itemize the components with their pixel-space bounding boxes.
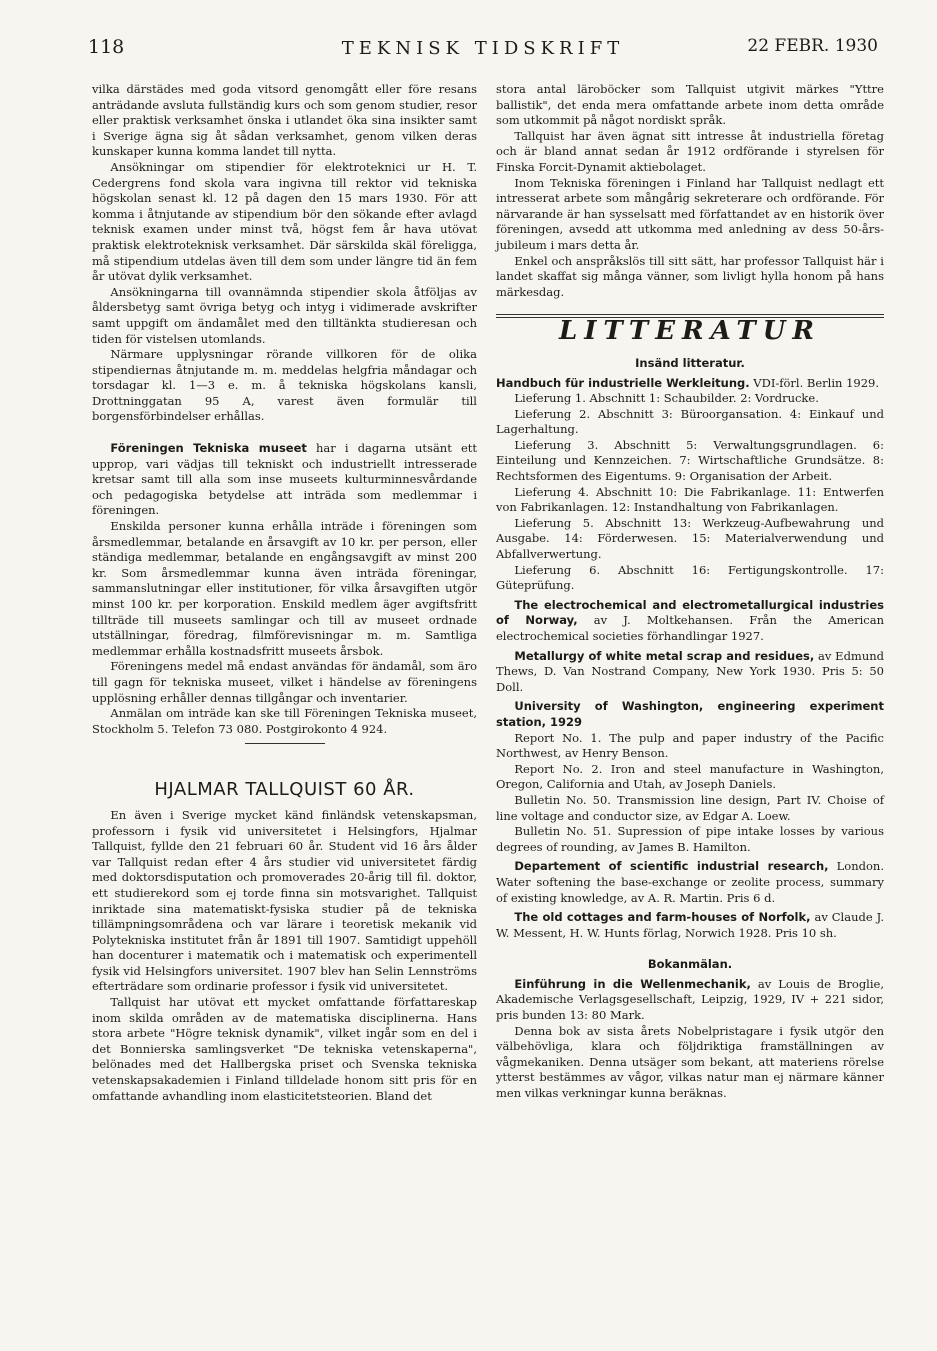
subheading: Bokanmälan. <box>647 957 733 972</box>
entry: The electrochemical and electrometallurgical industries of Norway, av J. Moltkehansen. Från the American electrochemical societies förhandlingar 1927. <box>496 597 885 643</box>
entry-sub: Lieferung 1. Abschnitt 1: Schaubilder. 2: Vordrucke. <box>514 391 819 406</box>
review-body: Denna bok av sista årets Nobelpristagare i fysik utgör den välbehövliga, klara och följdriktiga framställningen av vågmekaniken. Denna utsäger som bekant, att materiens rörelse ytterst bestämmes av vågor, vilkas natur man ej närmare känner men vilkas verkningar kunna beräknas. <box>496 1023 884 1101</box>
subheading: Insänd litteratur. <box>635 355 745 370</box>
journal-title: TEKNISK TIDSKRIFT <box>341 38 625 59</box>
paragraph: Enskilda personer kunna erhålla inträde i föreningen som årsmedlemmar, betalande en årsavgift av 10 kr. per person, eller ständiga medlemmar, betalande en engångsavgift av minst 200 kr. Som årsmedlemmar kunna även inträda föreningar, sammanslutningar eller institutioner, för vilka årsavgiften utgör minst 100 kr. per korporation. Enskild medlem äger avgiftsfritt tillträde till museets samlingar och till av museet ordnade utställningar, föredrag, filmförevisningar m. m. Samtliga medlemmar erhålla kostnadsfritt museets årsbok. <box>92 519 477 658</box>
entry: Departement of scientific industrial research, London. Water softening the base-exchange or zeolite process, summary of existing knowledge, av A. R. Martin. Pris 6 d. <box>496 859 884 905</box>
paragraph: Tallquist har även ägnat sitt intresse åt industriella företag och är bland annat sedan år 1912 ordförande i styrelsen för Finska Forcit-Dynamit aktiebolaget. <box>496 128 884 174</box>
paragraph: Ansökningar om stipendier för elektroteknici ur H. T. Cedergrens fond skola vara ingivna till rektor vid tekniska högskolan senast kl. 12 på dagen den 15 mars 1930. För att komma i åtnjutande av stipendium bör den sökande efter avlagd teknisk examen under minst två, högst fem år hava utövat praktisk elektroteknisk verksamhet. Där särskilda skäl föreligga, må stipendium utdelas även till dem som under längre tid än fem år utövat dylik verksamhet. <box>92 159 477 284</box>
entry-sub: Report No. 2. Iron and steel manufacture in Washington, Oregon, California and Utah, av Joseph Daniels. <box>496 761 884 792</box>
entry: University of Washington, engineering experiment station, 1929 <box>496 699 884 729</box>
museum-heading: Föreningen Tekniska museet <box>110 441 307 456</box>
page-header <box>88 36 878 76</box>
section-title: LITTERATUR <box>558 316 822 347</box>
paragraph: vilka därstädes med goda vitsord genomgått eller före resans anträdande avsluta fullständig kurs och som genom studier, resor eller praktisk verksamhet önska i utlandet öka sina insikter samt i Sverige ägna sig åt sådan verksamhet, genom vilken deras kunskaper kunna komma landet till nytta. <box>92 82 477 159</box>
paragraph: Enkel och anspråkslös till sitt sätt, har professor Tallquist här i landet skaffat sig många vänner, som livligt hylla honom på hans märkesdag. <box>496 253 884 299</box>
divider <box>245 743 325 744</box>
paragraph: stora antal läroböcker som Tallquist utgivit märkes "Yttre ballistik", det enda mera omfattande arbete inom detta område som utkommit på något nordiskt språk. <box>496 82 884 128</box>
paragraph: Tallquist har utövat ett mycket omfattande författareskap inom skilda områden av de matematiska disciplinerna. Hans stora arbete "Högre teknisk dynamik", vilket ingår som en del i det Bonnierska samlingsverket "De tekniska vetenskaperna", belönades med det Hallbergska priset och Svenska tekniska vetenskapsakademien i Finland tilldelade honom sitt pris för en omfattande avhandling inom elasticitetsteorien. Bland det <box>92 995 477 1103</box>
left-column <box>92 82 477 1104</box>
entry: Metallurgy of white metal scrap and residues, av Edmund Thews, D. Van Nostrand Company, New York 1930. Pris 5: 50 Doll. <box>496 648 885 694</box>
page-number: 118 <box>88 36 125 58</box>
paragraph: Anmälan om inträde kan ske till Föreningen Tekniska museet, Stockholm 5. Telefon 73 080. Postgirokonto 4 924. <box>92 706 477 736</box>
paragraph-museum: Föreningen Tekniska museet har i dagarna utsänt ett upprop, vari vädjas till tekniskt och industriellt intresserade kretsar samt till alla som inse museets kulturminnesvårdande och pedagogiska betydelse att inträda som medlemmar i föreningen. <box>92 441 477 518</box>
entry-sub: Lieferung 6. Abschnitt 16: Fertigungskontrolle. 17: Güteprüfung. <box>496 562 884 593</box>
entry: Handbuch für industrielle Werkleitung. VDI-förl. Berlin 1929. <box>496 375 880 390</box>
paragraph: En även i Sverige mycket känd finländsk vetenskapsman, professorn i fysik vid universitetet i Helsingfors, Hjalmar Tallquist, fyllde den 21 februari 60 år. Student vid 16 års ålder var Tallquist redan efter 4 års studier vid universitetet färdig med doktorsdisputation och promoverades 20-årig till fil. doktor, ett studierekord som ej torde finna sin motsvarighet. Tallquist inriktade sina matematiskt-fysiska studier på de tekniska tillämpningsområdena och var lärare i teoretisk mekanik vid Polytekniska institutet från år 1891 till 1907. Samtidigt uppehöll han docenturer i matematik och i matematisk och experimentell fysik vid Helsingfors universitet. 1907 blev han Selin Lennströms efterträdare som ordinarie professor i fysik vid universitetet. <box>92 807 477 994</box>
entry-sub: Bulletin No. 50. Transmission line design, Part IV. Choise of line voltage and conductor size, av Edgar A. Loew. <box>496 792 884 823</box>
entry: Einführung in die Wellenmechanik, av Louis de Broglie, Akademische Verlagsgesellschaft, Leipzig, 1929, IV + 221 sidor, pris bunden 13: 80 Mark. <box>496 976 884 1023</box>
issue-date: 22 FEBR. 1930 <box>747 36 878 56</box>
entry-sub: Bulletin No. 51. Supression of pipe intake losses by various degrees of rounding, av James B. Hamilton. <box>496 824 884 854</box>
right-column <box>496 82 884 1102</box>
paragraph: Närmare upplysningar rörande villkoren för de olika stipendiernas åtnjutande m. m. meddelas helgfria måndagar och torsdagar kl. 1—3 e. m. å tekniska högskolans kansli, Drottninggatan 95 A, varest även formulär till borgensförbindelser erhållas. <box>92 347 477 424</box>
paragraph: Föreningens medel må endast användas för ändamål, som äro till gagn för tekniska museet, vilket i händelse av föreningens upplösning erhåller dennas tillgångar och inventarier. <box>92 659 477 705</box>
entry-sub: Lieferung 3. Abschnitt 5: Verwaltungsgrundlagen. 6: Einteilung und Kennzeichen. 7: Wirtschaftliche Grundsätze. 8: Rechtsformen des Eigentums. 9: Organisation der Arbeit. <box>496 437 884 484</box>
entry-sub: Report No. 1. The pulp and paper industry of the Pacific Northwest, av Henry Benson. <box>496 730 884 761</box>
article-heading: HJALMAR TALLQUIST 60 ÅR. <box>154 779 415 801</box>
paragraph: Ansökningarna till ovannämnda stipendier skola åtföljas av åldersbetyg samt övriga betyg och intyg i vidimerade avskrifter samt uppgift om ändamålet med den tilltänkta studieresan och tiden för vistelsen utomlands. <box>92 284 477 346</box>
entry-sub: Lieferung 2. Abschnitt 3: Büroorgansation. 4: Einkauf und Lagerhaltung. <box>496 406 884 437</box>
entry: The old cottages and farm-houses of Norfolk, av Claude J. W. Messent, H. W. Hunts förlag, Norwich 1928. Pris 10 sh. <box>496 910 884 940</box>
entry-sub: Lieferung 5. Abschnitt 13: Werkzeug-Aufbewahrung und Ausgabe. 14: Förderwesen. 15: Materialverwendung und Abfallverwertung. <box>496 515 884 562</box>
entry-sub: Lieferung 4. Abschnitt 10: Die Fabrikanlage. 11: Entwerfen von Fabrikanlagen. 12: Instandhaltung von Fabrikanlagen. <box>496 484 884 515</box>
paragraph: Inom Tekniska föreningen i Finland har Tallquist nedlagt ett intresserat arbete som mångårig sekreterare och ordförande. För närvarande är han sysselsatt med författandet av en historik över föreningen, avsedd att utkomma med anledning av dess 50-års-jubileum i mars detta år. <box>496 175 884 252</box>
